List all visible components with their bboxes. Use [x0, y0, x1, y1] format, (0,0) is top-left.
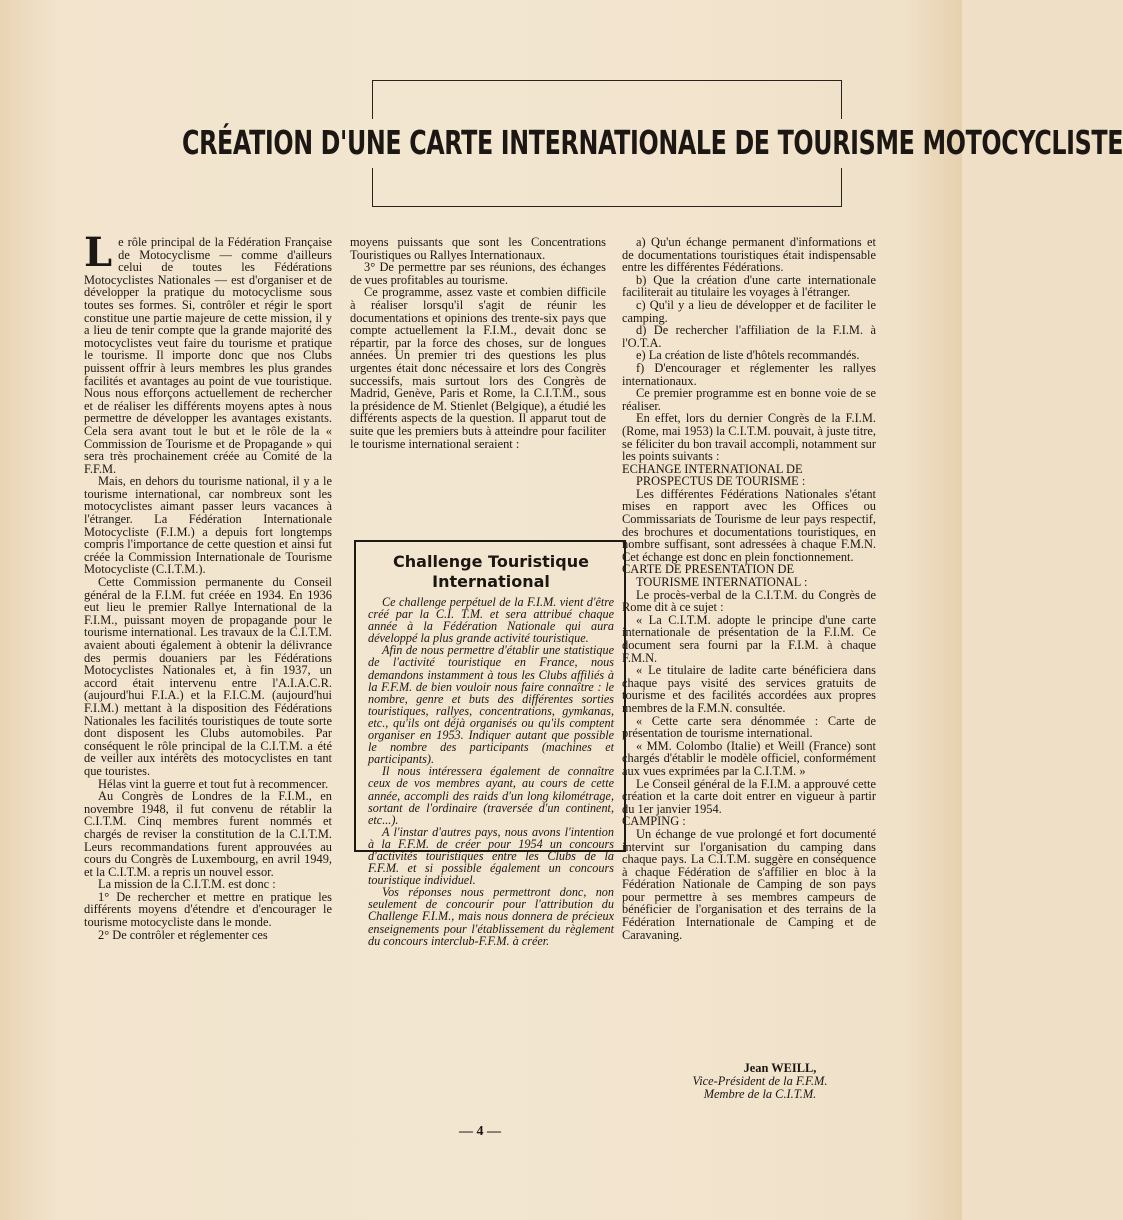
page-number: — 4 —: [459, 1124, 501, 1139]
section-heading: ECHANGE INTERNATIONAL DE: [622, 461, 803, 476]
box-paragraph: Il nous intéressera également de connaître ceux de vos membres ayant, au cours de cette année, accompli des raids d'un long kilométrage, sortant de l'ordinaire (traversée d'un continent, etc...).: [368, 764, 614, 827]
paragraph: 2° De contrôler et réglementer ces: [98, 927, 268, 942]
paragraph: b) Que la création d'une carte internationale faciliterait au titulaire les voyages à l'étranger.: [622, 272, 876, 300]
column-2: [350, 236, 606, 450]
box-paragraph: Afin de nous permettre d'établir une statistique de l'activité touristique en France, nous demandons instamment à tous les Clubs affiliés à la F.F.M. de bien vouloir nous faire connaître : le nombre, genre et buts des différentes sorties touristiques, rallyes, concentrations, gymkanas, etc., qu'ils ont déjà organisés ou qu'ils comptent organiser en 1953. Indiquer autant que possible le nombre des participants (machines et participants).: [368, 643, 614, 767]
paragraph: Cette Commission permanente du Conseil général de la F.I.M. fut créée en 1934. En 1936 eut lieu le premier Rallye International de la F.I.M., puissant moyen de propagande pour le tourisme international. Les travaux de la C.I.T.M. avaient abouti également à obtenir la délivrance des permis douaniers par les Fédérations Motocyclistes Nationales et, à fin 1937, un accord était intervenu entre l'A.I.A.C.R. (aujourd'hui F.I.A.) et la F.I.C.M. (aujourd'hui F.I.M.) mettant à la disposition des Fédérations Nationales les facilités touristiques de toute sorte dont disposent les Clubs automobiles. Par conséquent le rôle principal de la C.I.T.M. a été de veiller aux intérêts des motocyclistes en tant que touristes.: [84, 575, 332, 778]
paragraph: 3° De permettre par ses réunions, des échanges de vues profitables au tourisme.: [350, 260, 606, 287]
paragraph: Mais, en dehors du tourisme national, il y a le tourisme international, car nombreux sont les motocyclistes aimant passer leurs vacances à l'étranger. La Fédération Internationale Motocycliste (F.I.M.) a depuis fort longtemps compris l'importance de cette question et ainsi fut créée la Commission Internationale de Tourisme Motocycliste (C.I.T.M.).: [84, 474, 332, 577]
paragraph: Ce programme, assez vaste et combien difficile à réaliser lorsqu'il s'agit de réunir les documentations et opinions des trente-six pays que compte actuellement la F.I.M., devait donc se répartir, par la force des choses, sur de longues années. Un premier tri des questions les plus urgentes était donc nécessaire et lors des Congrès successifs, mais surtout lors des Congrès de Madrid, Genève, Paris et Rome, la C.I.T.M., sous la présidence de M. Stienlet (Belgique), a étudié les différents aspects de la question. Il apparut tout de suite que les premiers buts à atteindre pour faciliter le tourisme international seraient :: [350, 285, 606, 451]
paragraph: Ce premier programme est en bonne voie de se réaliser.: [622, 386, 876, 413]
box-paragraph: Vos réponses nous permettront donc, non seulement de concourir pour l'attribution du Challenge F.I.M., mais nous donnera de précieux enseignements pour l'établissement du règlement du concours interclub-F.F.M. à créer.: [368, 885, 614, 948]
signature: [640, 1062, 880, 1101]
drop-cap: L: [84, 229, 113, 276]
author-role: Membre de la C.I.T.M.: [703, 1087, 817, 1101]
article-title: CRÉATION D'UNE CARTE INTERNATIONALE DE TOURISME MOTOCYCLISTE: [182, 123, 1123, 162]
paragraph: Hélas vint la guerre et tout fut à recommencer.: [98, 776, 329, 791]
paragraph: Le procès-verbal de la C.I.T.M. du Congrès de Rome dit à ce sujet :: [622, 587, 876, 615]
author-role: Vice-Président de la F.F.M.: [692, 1074, 828, 1088]
paragraph: Les différentes Fédérations Nationales s'étant mises en rapport avec les Offices ou Commissariats de Tourisme de leur pays respectif, des brochures et documentations touristiques, en nombre suffisant, sont adressées à chaque F.M.N. Cet échange est donc en plein fonctionnement.: [622, 486, 876, 564]
paragraph: c) Qu'il y a lieu de développer et de faciliter le camping.: [622, 297, 876, 325]
section-heading: CARTE DE PRESENTATION DE: [622, 562, 795, 577]
paragraph: « Cette carte sera dénommée : Carte de présentation de tourisme international.: [622, 713, 876, 741]
paragraph: Le Conseil général de la F.I.M. a approuvé cette création et la carte doit entrer en vigueur à partir du 1er janvier 1954.: [622, 776, 876, 816]
paragraph: « La C.I.T.M. adopte le principe d'une carte internationale de présentation de la F.I.M. Ce document sera fourni par la F.I.M. à chaque F.M.N.: [622, 612, 876, 665]
paragraph: d) De rechercher l'affiliation de la F.I.M. à l'O.T.A.: [622, 323, 876, 350]
column-1: [84, 229, 332, 942]
paragraph: f) D'encourager et réglementer les rallyes internationaux.: [622, 360, 876, 388]
paragraph: « Le titulaire de ladite carte bénéficiera dans chaque pays visité des services gratuits de tourisme et des facilités accordées aux propres membres de la F.M.N. consultée.: [622, 663, 876, 715]
box-title: Challenge Touristique International: [393, 552, 589, 591]
paragraph: 1° De rechercher et mettre en pratique les différents moyens d'étendre et d'encourager le tourisme motocycliste dans le monde.: [84, 889, 332, 930]
paragraph: « MM. Colombo (Italie) et Weill (France) sont chargés d'établir le modèle officiel, conformément aux vues exprimées par la C.I.T.M. »: [622, 738, 876, 778]
paragraph: a) Qu'un échange permanent d'informations et de documentations touristiques était indispensable entre les différentes Fédérations.: [622, 235, 876, 275]
paragraph: Un échange de vue prolongé et fort documenté intervint sur l'organisation du camping dans chaque pays. La C.I.T.M. suggère en conséquence à chaque Fédération de s'affilier en bloc à la Fédération Nationale de Camping de son pays pour permettre à ses membres campeurs de bénéficier de l'organisation et des terrains de la Fédération Internationale de Camping et de Caravaning.: [622, 826, 876, 942]
paragraph: e) La création de liste d'hôtels recommandés.: [636, 348, 860, 363]
title-frame-top: [372, 80, 842, 119]
paragraph: Le rôle principal de la Fédération Française de Motocyclisme — comme d'ailleurs celui de toutes les Fédérations Motocyclistes Nationales — est d'organiser et de développer la pratique du motocyclisme sous toutes ses formes. Si, contrôler et régir le sport constitue une partie majeure de cette mission, il y a lieu de tenir compte que la grande majorité des motocyclistes veut faire du tourisme et pratique le tourisme. Il importe donc que nos Clubs puissent offrir à leurs membres les plus grandes facilités et avantages au point de vue touristique. Nous nous efforçons actuellement de rechercher et de réaliser les différents moyens aptes à nous permettre de développer les avantages existants. Cela sera avant tout le but et le rôle de la « Commission de Tourisme et de Propagande » qui sera très prochainement créée au Comité de la F.F.M.: [84, 229, 332, 476]
box-paragraph: Ce challenge perpétuel de la F.I.M. vient d'être créé par la C.I. T.M. et sera attribué chaque année à la Fédération Nationale qui aura développé la plus grande activité touristique.: [368, 595, 614, 646]
paragraph: Au Congrès de Londres de la F.I.M., en novembre 1948, il fut convenu de rétablir la C.I.T.M. Cinq membres furent nommés et chargés de reviser la constitution de la C.I.T.M. Leurs recommandations furent approuvées au cours du Congrès de Luxembourg, en avril 1949, et la C.I.T.M. a repris un nouvel essor.: [84, 789, 332, 879]
challenge-box: [354, 540, 626, 948]
paragraph: moyens puissants que sont les Concentrations Touristiques ou Rallyes Internationaux.: [350, 235, 606, 262]
section-heading: CAMPING :: [622, 814, 686, 829]
section-heading: PROSPECTUS DE TOURISME :: [636, 474, 806, 489]
paragraph: En effet, lors du dernier Congrès de la F.I.M. (Rome, mai 1953) la C.I.T.M. pouvait, à juste titre, se féliciter du bon travail accompli, notamment sur les points suivants :: [622, 411, 876, 464]
section-heading: TOURISME INTERNATIONAL :: [636, 575, 808, 590]
column-3: [622, 236, 876, 941]
box-paragraph: A l'instar d'autres pays, nous avons l'intention à la F.F.M. de créer pour 1954 un concours d'activités touristiques entre les Clubs de la F.F.M. et si possible également un concours touristique individuel.: [368, 824, 614, 888]
author-name: Jean WEILL,: [743, 1061, 817, 1075]
paragraph: La mission de la C.I.T.M. est donc :: [98, 877, 276, 892]
title-frame-bottom: [372, 168, 842, 207]
